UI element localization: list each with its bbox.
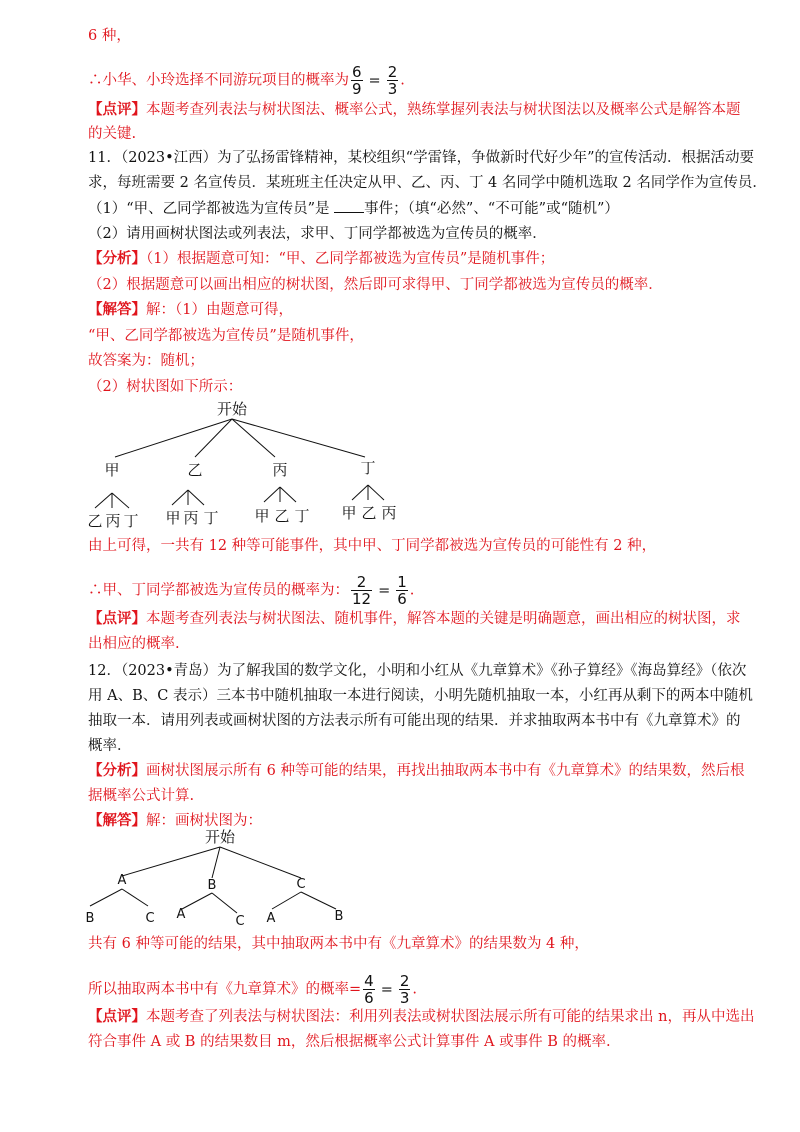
q11-comment-cont: 出相应的概率. (88, 636, 180, 652)
q11-conclusion: ∴甲、丁同学都被选为宣传员的概率为： $\frac{2}{12}$ = $\frac{1}{6}$ . (88, 573, 415, 608)
q11-result: 由上可得，一共有 12 种等可能事件，其中甲、丁同学都被选为宣传员的可能性有 2 种， (88, 538, 657, 554)
q11-stem-line1: 11．（2023•江西）为了弘扬雷锋精神，某校组织“学雷锋，争做新时代好少年”的宣传活动．根据活动要 (88, 150, 754, 166)
top-conclusion: ∴小华、小玲选择不同游玩项目的概率为 $\frac{6}{9}$ = $\frac{2}{3}$ . (88, 63, 405, 98)
q12-analysis-cont: 据概率公式计算. (88, 788, 195, 804)
top-line1: 6 种， (88, 28, 131, 44)
tree-branch-label: 丁 (360, 459, 376, 477)
tree-leaf: 丙 (381, 504, 397, 522)
top-conclusion-text: ∴小华、小玲选择不同游玩项目的概率为 (88, 72, 349, 89)
tree-leaf: 丁 (123, 512, 139, 530)
q12-analysis: 【分析】画树状图展示所有 6 种等可能的结果，再找出抽取两本书中有《九章算术》的结果数，然后根 (88, 762, 745, 779)
tree-root: 开始 (204, 828, 236, 846)
analysis-tag: 【分析】 (88, 762, 146, 779)
tree-leaf: 甲 (341, 504, 357, 522)
q12-stem-line3: 抽取一本．请用列表或画树状图的方法表示所有可能出现的结果．并求抽取两本书中有《九章算术》的 (88, 713, 741, 729)
tree-branch-label: 乙 (187, 461, 203, 479)
q12-answer: 【解答】解：画树状图为： (88, 812, 262, 829)
answer-tag: 【解答】 (88, 812, 146, 829)
q11-analysis: 【分析】（1）根据题意可知：“甲、乙同学都被选为宣传员”是随机事件； (88, 250, 555, 267)
tree-leaf: 丙 (183, 509, 199, 527)
tree-leaf: C (235, 914, 245, 928)
q12-conclusion: 所以抽取两本书中有《九章算术》的概率= $\frac{4}{6}$ = $\frac{2}{3}$ . (88, 972, 418, 1007)
tree-leaf: 甲 (165, 509, 181, 527)
tree-root: 开始 (216, 400, 248, 418)
tree-leaf: 甲 (254, 507, 270, 525)
tree-leaf: 丁 (203, 509, 219, 527)
q12-result: 共有 6 种等可能的结果，其中抽取两本书中有《九章算术》的结果数为 4 种， (88, 936, 589, 952)
tree-branch-label: 丙 (272, 461, 288, 479)
tree-branch-label: 甲 (104, 461, 120, 479)
analysis-tag: 【分析】 (88, 250, 146, 267)
q11-answer-line3: 故答案为：随机； (88, 353, 204, 369)
tree-leaf: 乙 (274, 507, 290, 525)
comment-tag: 【点评】 (88, 610, 146, 627)
q12-comment-cont: 符合事件 A 或 B 的结果数目 m，然后根据概率公式计算事件 A 或事件 B 的概率. (88, 1034, 611, 1050)
answer-blank (334, 198, 364, 213)
q11-answer-line2: “甲、乙同学都被选为宣传员”是随机事件， (88, 328, 364, 344)
q12-comment: 【点评】本题考查了列表法与树状图法：利用列表法或树状图法展示所有可能的结果求出 n，再从中选出 (88, 1008, 755, 1025)
q11-stem-line2: 求，每班需要 2 名宣传员．某班班主任决定从甲、乙、丙、丁 4 名同学中随机选取 2 名同学作为宣传员． (88, 175, 767, 191)
tree-leaf: A (266, 911, 276, 926)
fraction: $\frac{4}{6}$ (364, 972, 374, 1007)
tree-branch-label: C (296, 877, 306, 892)
fraction: $\frac{2}{3}$ (399, 972, 410, 1007)
tree-leaf: 乙 (361, 504, 377, 522)
top-comment: 【点评】本题考查列表法与树状图法、概率公式，熟练掌握列表法与树状图法以及概率公式是解答本题 (88, 101, 741, 118)
tree-leaf: 乙 (87, 512, 103, 530)
top-comment-cont: 的关键. (88, 126, 137, 142)
comment-tag: 【点评】 (88, 1008, 146, 1025)
tree-leaf: B (334, 909, 344, 924)
q12-stem-line1: 12．（2023•青岛）为了解我国的数学文化，小明和小红从《九章算术》《孙子算经》《海岛算经》（依次 (88, 663, 747, 679)
tree-leaf: 丁 (294, 507, 310, 525)
tree-leaf: C (145, 911, 155, 926)
q11-answer: 【解答】解：（1）由题意可得， (88, 301, 293, 318)
tree-branch-label: B (207, 878, 217, 893)
answer-tag: 【解答】 (88, 301, 146, 318)
tree-diagram-q12 (75, 826, 365, 928)
fraction: $\frac{6}{9}$ (352, 63, 362, 98)
q11-part2: （2）请用画树状图法或列表法，求甲、丁同学都被选为宣传员的概率． (88, 226, 547, 242)
comment-tag: 【点评】 (88, 101, 146, 118)
tree-leaf: A (176, 907, 186, 922)
q11-answer-line4: （2）树状图如下所示： (88, 379, 243, 395)
tree-leaf: B (85, 911, 95, 926)
fraction: $\frac{2}{3}$ (387, 63, 398, 98)
q12-stem-line4: 概率． (88, 738, 132, 754)
tree-leaf: 丙 (105, 512, 121, 530)
tree-branch-label: A (117, 873, 127, 888)
q11-comment: 【点评】本题考查列表法与树状图法、随机事件，解答本题的关键是明确题意，画出相应的树状图，求 (88, 610, 741, 627)
q12-stem-line2: 用 A、B、C 表示）三本书中随机抽取一本进行阅读，小明先随机抽取一本，小红再从剩下的两本中随机 (88, 688, 753, 704)
tree-diagram-q11 (70, 395, 410, 535)
fraction: $\frac{2}{12}$ (352, 573, 372, 608)
q11-part1: （1）“甲、乙同学都被选为宣传员”是 事件；（填“必然”、“不可能”或“随机”） (88, 198, 619, 219)
q11-analysis-cont: （2）根据题意可以画出相应的树状图，然后即可求得甲、丁同学都被选为宣传员的概率． (88, 277, 663, 293)
fraction: $\frac{1}{6}$ (397, 573, 407, 608)
